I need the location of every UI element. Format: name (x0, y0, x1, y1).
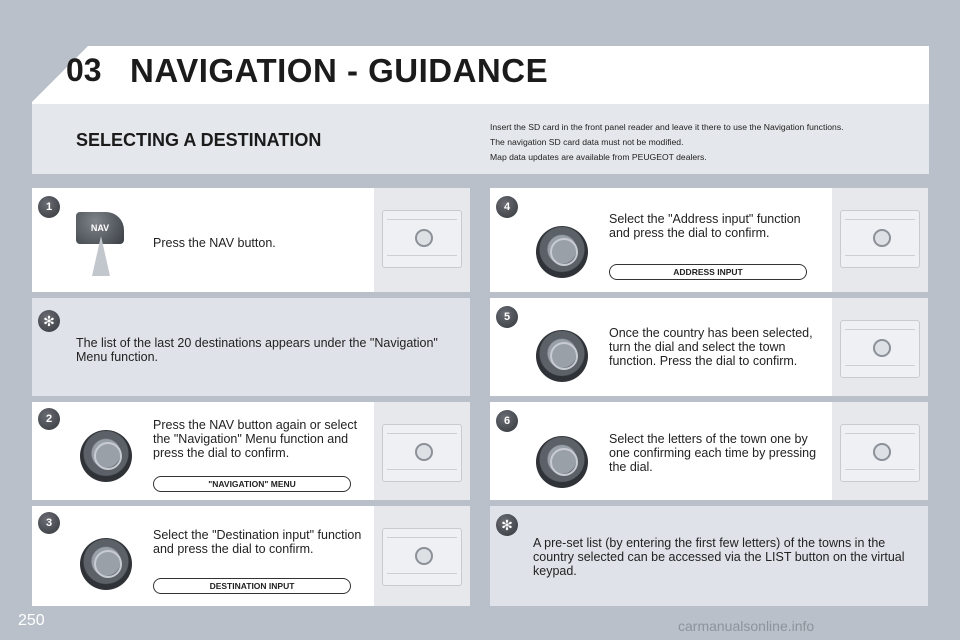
step-number-badge: 4 (496, 196, 518, 218)
step-number-badge: 5 (496, 306, 518, 328)
step-number-badge: 3 (38, 512, 60, 534)
step-text: Press the NAV button. (153, 236, 276, 250)
step-text: Select the letters of the town one by one confirming each time by pressing the dial. (609, 432, 817, 474)
step-number-badge: 6 (496, 410, 518, 432)
step-text: Press the NAV button again or select the "Navigation" Menu function and press the dial to confirm. (153, 418, 358, 460)
tip-text: The list of the last 20 destinations appears under the "Navigation" Menu function. (76, 336, 438, 364)
tip-text: A pre-set list (by entering the first few letters) of the towns in the country selected can be accessed via the LIST button on the virtual keypad. (533, 536, 905, 578)
device-thumbnail (832, 298, 928, 396)
dial-icon (80, 430, 132, 482)
dial-icon (80, 538, 132, 590)
step-text: Once the country has been selected, turn the dial and select the town function. Press the dial to confirm. (609, 326, 813, 368)
menu-label-pill: DESTINATION INPUT (153, 578, 351, 594)
device-thumbnail (832, 188, 928, 292)
tip-lightbulb-icon: ✻ (496, 514, 518, 536)
device-thumbnail (832, 402, 928, 500)
tip-lightbulb-icon: ✻ (38, 310, 60, 332)
dial-icon (536, 226, 588, 278)
step-text: Select the "Address input" function and press the dial to confirm. (609, 212, 801, 240)
intro-line: Insert the SD card in the front panel reader and leave it there to use the Navigation functions. (490, 122, 844, 132)
menu-label-pill: ADDRESS INPUT (609, 264, 807, 280)
step-number-badge: 2 (38, 408, 60, 430)
nav-button-icon: NAV (76, 212, 124, 244)
dial-icon (536, 330, 588, 382)
intro-line: Map data updates are available from PEUGEOT dealers. (490, 152, 707, 162)
device-thumbnail (374, 402, 470, 500)
device-thumbnail (374, 188, 470, 292)
intro-line: The navigation SD card data must not be modified. (490, 137, 684, 147)
intro-notes (490, 120, 920, 165)
chapter-title: NAVIGATION - GUIDANCE (130, 52, 549, 89)
dial-icon (536, 436, 588, 488)
menu-label-pill: "NAVIGATION" MENU (153, 476, 351, 492)
step-number-badge: 1 (38, 196, 60, 218)
step-text: Select the "Destination input" function and press the dial to confirm. (153, 528, 362, 556)
page-number: 250 (18, 612, 45, 629)
section-title: SELECTING A DESTINATION (76, 130, 322, 150)
device-thumbnail (374, 506, 470, 606)
chapter-number: 03 (66, 52, 102, 88)
press-arrow-icon (92, 236, 110, 276)
watermark: carmanualsonline.info (678, 618, 815, 634)
